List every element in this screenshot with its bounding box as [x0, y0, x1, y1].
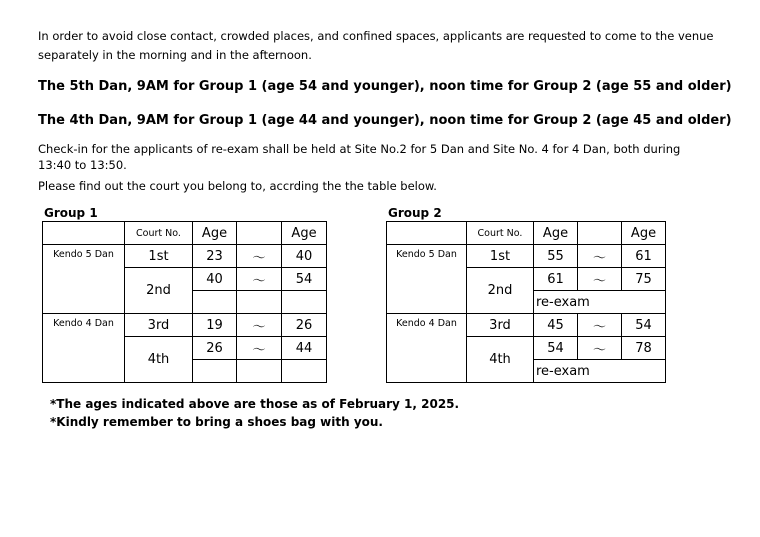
kendo-4-dan-label: Kendo 4 Dan: [43, 314, 125, 383]
age-from-cell: 23: [193, 245, 237, 268]
re-exam-cell: re-exam: [534, 291, 666, 314]
age-from-cell: 40: [193, 268, 237, 291]
court-cell: 4th: [467, 337, 534, 383]
age-to-cell: 61: [622, 245, 666, 268]
court-cell: 3rd: [467, 314, 534, 337]
table-row: [43, 314, 327, 337]
header-empty-cell: [387, 222, 467, 245]
tilde-cell: ～: [237, 314, 282, 337]
table-row: [43, 245, 327, 268]
table-header-row: [387, 222, 666, 245]
checkin-text: [38, 141, 680, 173]
checkin-line-1: Check-in for the applicants of re-exam shall be held at Site No.2 for 5 Dan and Site No. 4 for 4 Dan, both during: [38, 142, 681, 156]
empty-cell: [282, 291, 327, 314]
group2-table: [386, 221, 666, 383]
empty-cell: [193, 291, 237, 314]
age-to-cell: 54: [282, 268, 327, 291]
checkin-line-2: 13:40 to 13:50.: [38, 158, 127, 172]
age-from-cell: 19: [193, 314, 237, 337]
header-age-to: Age: [622, 222, 666, 245]
age-to-cell: 75: [622, 268, 666, 291]
table-row: [387, 314, 666, 337]
note-ages: *The ages indicated above are those as of February 1, 2025.: [50, 397, 460, 411]
age-from-cell: 54: [534, 337, 578, 360]
court-cell: 3rd: [125, 314, 193, 337]
header-age-to: Age: [282, 222, 327, 245]
intro-line-1: In order to avoid close contact, crowded places, and confined spaces, applicants are requested to come to the venue: [38, 29, 714, 43]
tilde-cell: ～: [578, 245, 622, 268]
empty-cell: [237, 291, 282, 314]
find-court-text: Please find out the court you belong to, accrding the the table below.: [38, 179, 437, 193]
re-exam-cell: re-exam: [534, 360, 666, 383]
tilde-cell: ～: [578, 314, 622, 337]
header-age-from: Age: [534, 222, 578, 245]
heading-5th-dan: The 5th Dan, 9AM for Group 1 (age 54 and younger), noon time for Group 2 (age 55 and older): [38, 79, 732, 94]
empty-cell: [237, 360, 282, 383]
tilde-cell: ～: [237, 245, 282, 268]
header-age-from: Age: [193, 222, 237, 245]
note-shoes-bag: *Kindly remember to bring a shoes bag with you.: [50, 415, 383, 429]
tilde-cell: ～: [237, 268, 282, 291]
tilde-cell: ～: [578, 268, 622, 291]
court-cell: 1st: [125, 245, 193, 268]
kendo-5-dan-label: Kendo 5 Dan: [387, 245, 467, 314]
header-empty-cell: [578, 222, 622, 245]
age-from-cell: 45: [534, 314, 578, 337]
header-court-no: Court No.: [125, 222, 193, 245]
empty-cell: [282, 360, 327, 383]
tilde-cell: ～: [578, 337, 622, 360]
intro-line-2: separately in the morning and in the afternoon.: [38, 48, 312, 62]
header-empty-cell: [237, 222, 282, 245]
age-from-cell: 55: [534, 245, 578, 268]
age-from-cell: 61: [534, 268, 578, 291]
kendo-4-dan-label: Kendo 4 Dan: [387, 314, 467, 383]
header-court-no: Court No.: [467, 222, 534, 245]
age-to-cell: 44: [282, 337, 327, 360]
age-to-cell: 26: [282, 314, 327, 337]
group2-title: Group 2: [388, 206, 442, 220]
group1-title: Group 1: [44, 206, 98, 220]
empty-cell: [193, 360, 237, 383]
group1-table: [42, 221, 327, 383]
age-to-cell: 78: [622, 337, 666, 360]
court-cell: 2nd: [467, 268, 534, 314]
heading-4th-dan: The 4th Dan, 9AM for Group 1 (age 44 and younger), noon time for Group 2 (age 45 and older): [38, 113, 732, 128]
court-cell: 4th: [125, 337, 193, 383]
age-to-cell: 54: [622, 314, 666, 337]
intro-text: [38, 27, 713, 65]
tilde-cell: ～: [237, 337, 282, 360]
table-row: [387, 245, 666, 268]
header-empty-cell: [43, 222, 125, 245]
court-cell: 1st: [467, 245, 534, 268]
table-header-row: [43, 222, 327, 245]
age-from-cell: 26: [193, 337, 237, 360]
kendo-5-dan-label: Kendo 5 Dan: [43, 245, 125, 314]
age-to-cell: 40: [282, 245, 327, 268]
court-cell: 2nd: [125, 268, 193, 314]
